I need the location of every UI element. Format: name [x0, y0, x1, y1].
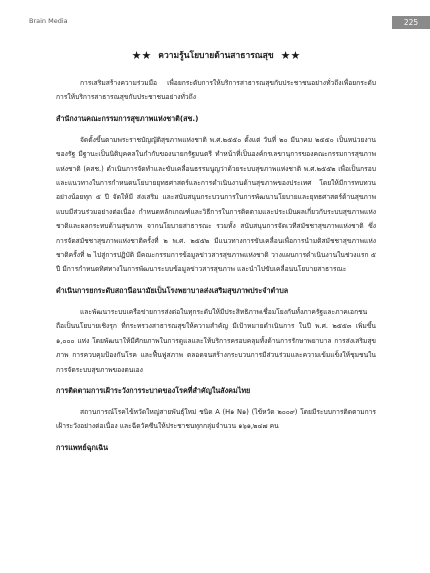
- paragraph-nhco: จัดตั้งขึ้นตามพระราชบัญญัติสุขภาพแห่งชาติ พ.ศ.๒๕๕๐ ตั้งแต่ วันที่ ๒๐ มีนาคม ๒๕๕๐ เป็นหน่วยงานของรัฐ มีฐานะเป็นนิติบุคคลในกำกับของนายกรัฐมนตรี ทำหน้าที่เป็นองค์กรเลขานุการของคณะกรรมการสุขภาพแห่งชาติ (คสช.) ดำเนินการจัดทำและขับเคลื่อนธรรมนูญว่าด้วยระบบสุขภาพแห่งชาติ พ.ศ.๒๕๕๒ เพื่อเป็นกรอบและแนวทางในการกำหนดนโยบายยุทธศาสตร์และการดำเนินงานด้านสุขภาพของประเทศ โดยให้มีการทบทวนอย่างน้อยทุก ๕ ปี จัดให้มี ส่งเสริม และสนับสนุนกระบวนการในการพัฒนานโยบายและยุทธศาสตร์ด้านสุขภาพแบบมีส่วนร่วมอย่างต่อเนื่อง กำหนดหลักเกณฑ์และวิธีการในการติดตามและประเมินผลเกี่ยวกับระบบสุขภาพแห่งชาติและผลกระทบด้านสุขภาพ จากนโยบายสาธารณะ รวมทั้ง สนับสนุนการจัดเวทีสมัชชาสุขภาพแห่งชาติ ซึ่งการจัดสมัชชาสุขภาพแห่งชาติครั้งที่ ๒ พ.ศ. ๒๕๕๒ มีแนวทางการขับเคลื่อนเพื่อการนำมติสมัชชาสุขภาพแห่งชาติครั้งที่ ๒ ไปสู่การปฏิบัติ มีคณะกรรมการข้อมูลข่าวสารสุขภาพแห่งชาติ วางแผนการดำเนินงานในช่วงแรก ๕ ปี มีการกำหนดทิศทางในการพัฒนาระบบข้อมูลข่าวสารสุขภาพ และนำไปขับเคลื่อนนโยบายสาธารณะ: [56, 135, 376, 274]
- page-header: [0, 0, 430, 32]
- section-title: [56, 48, 376, 62]
- section-title-text: ความรู้นโยบายด้านสาธารณสุข: [158, 51, 274, 61]
- star-icon: ★★: [280, 49, 301, 62]
- page-number-badge: 225: [392, 16, 430, 29]
- heading-emergency-medicine: การแพทย์ฉุกเฉิน: [56, 442, 109, 452]
- heading-disease-surveillance: การติดตามการเฝ้าระวังการระบาดของโรคที่สำคัญในสังคมไทย: [56, 385, 251, 395]
- brand-name: Brain Media: [29, 17, 68, 25]
- document-body: [56, 48, 376, 462]
- paragraph-disease-surveillance: สถานการณ์โรคไข้หวัดใหญ่สายพันธุ์ใหม่ ชนิด A (H๑ N๑) (ไข้หวัด ๒๐๐๙) โดยมีระบบการติดตามการเฝ้าระวังอย่างต่อเนื่อง และฉีดวัคซีนให้ประชาชนทุกกลุ่มจำนวน ๑๖๑,๒๔๗ คน: [56, 407, 376, 431]
- intro-paragraph: การเสริมสร้างความร่วมมือ เพื่อยกระดับการให้บริการสาธารณสุขกับประชาชนอย่างทั่วถึงเพื่อยกระดับการให้บริการสาธารณสุขกับประชาชนอย่างทั่วถึง: [56, 79, 376, 102]
- paragraph-health-station-upgrade: และพัฒนาระบบเครือข่ายการส่งต่อในทุกระดับให้มีประสิทธิภาพเชื่อมโยงกันทั้งภาครัฐและภาคเอกชน ถือเป็นนโยบายเชิงรุก ที่กระทรวงสาธารณสุขให้ความสำคัญ มีเป้าหมายดำเนินการ ในปี พ.ศ. ๒๕๕๓ เพิ่มขึ้น ๑,๐๐๐ แห่ง โดยพัฒนาให้มีศักยภาพในการดูแลและให้บริการครอบคลุมทั้งด้านการรักษาพยาบาล การส่งเสริมสุขภาพ การควบคุมป้องกันโรค และฟื้นฟูสภาพ ตลอดจนสร้างกระบวนการมีส่วนร่วมและความเข้มแข็งให้ชุมชนในการจัดระบบสุขภาพของตนเอง: [56, 307, 376, 374]
- heading-nhco: สำนักงานคณะกรรมการสุขภาพแห่งชาติ(สช.): [56, 113, 199, 123]
- star-icon: ★★: [131, 49, 152, 62]
- heading-health-station-upgrade: ดำเนินการยกระดับสถานีอนามัยเป็นโรงพยาบาลส่งเสริมสุขภาพประจำตำบล: [56, 285, 289, 295]
